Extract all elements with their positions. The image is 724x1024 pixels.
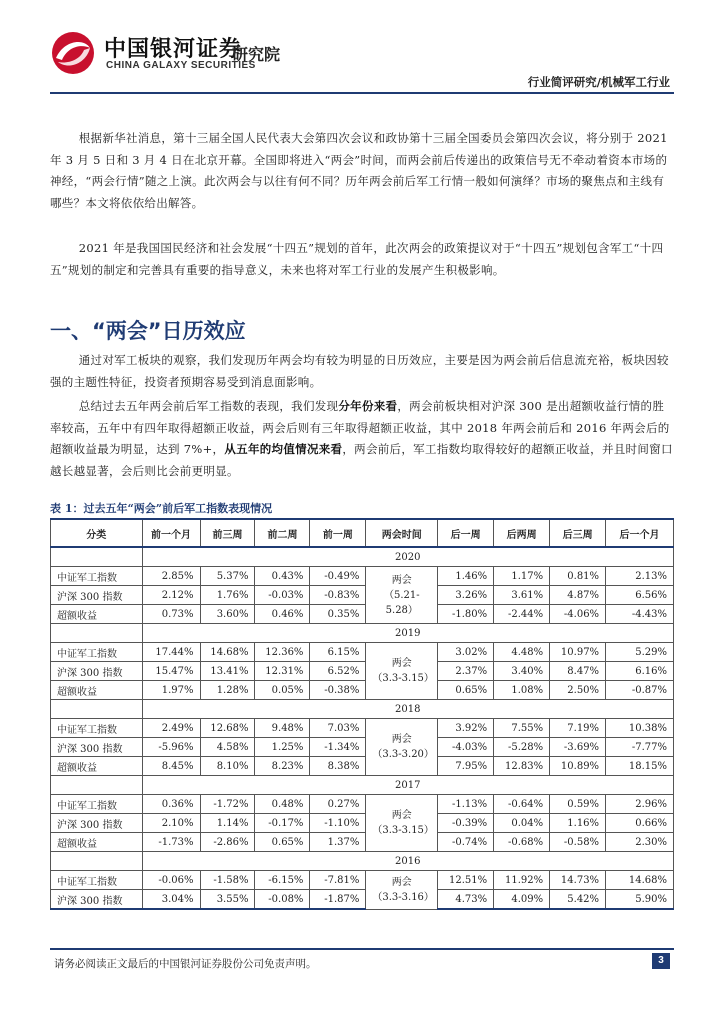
session-dates-cell [366, 795, 438, 852]
value-cell-before: 2.49% [142, 719, 200, 738]
session-name: 两会 [391, 658, 412, 669]
footer-divider [50, 948, 674, 950]
table-row [51, 738, 674, 757]
value-cell-before: -1.73% [142, 833, 200, 852]
value-cell-after: 5.42% [550, 890, 606, 910]
value-cell-after: 2.30% [606, 833, 674, 852]
session-dates: （3.3-3.20） [372, 749, 434, 760]
value-cell-before: -1.10% [310, 814, 366, 833]
row-label: 超额收益 [51, 757, 143, 776]
value-cell-before: 3.60% [200, 605, 255, 624]
row-label: 沪深 300 指数 [51, 662, 143, 681]
value-cell-before: -1.58% [200, 871, 255, 890]
row-label: 超额收益 [51, 605, 143, 624]
table-row [51, 643, 674, 662]
year-label: 2020 [142, 547, 673, 567]
value-cell-after: 6.16% [606, 662, 674, 681]
summary-text-a: 总结过去五年两会前后军工指数的表现，我们发现 [78, 399, 339, 413]
paragraph-intro: 根据新华社消息，第十三届全国人民代表大会第四次会议和政协第十三届全国委员会第四次会议，将分别于 2021 年 3 月 5 日和 3 月 4 日在北京开幕。全国即将进入“两会”时间，而两会前后传递出的政策信号无不牵动着资本市场的神经，“两会行情”随之上演。此次两会与以往有何不同？历年两会前后军工行情一般如何演绎？市场的聚焦点和主线有哪些？本文将依依给出解答。 [50, 131, 668, 210]
table-row [51, 833, 674, 852]
value-cell-before: -0.03% [255, 586, 310, 605]
value-cell-after: 5.29% [606, 643, 674, 662]
year-blank-cell [51, 852, 143, 871]
value-cell-after: -4.03% [438, 738, 494, 757]
row-label: 中证军工指数 [51, 795, 143, 814]
summary-text-c: ，两会前后，军工指数均取得较好的超额正收益，并且时间窗口越长越显著，会后则比会前更明显。 [50, 442, 673, 478]
value-cell-after: 14.68% [606, 871, 674, 890]
row-label: 中证军工指数 [51, 871, 143, 890]
value-cell-after: 10.97% [550, 643, 606, 662]
value-cell-before: 8.38% [310, 757, 366, 776]
year-row [51, 700, 674, 719]
value-cell-before: 1.25% [255, 738, 310, 757]
year-label: 2016 [142, 852, 673, 871]
report-category: 行业简评研究/机械军工行业 [527, 75, 670, 89]
summary-bold-b: 从五年的均值情况来看 [224, 442, 343, 456]
table-header-row [51, 519, 674, 547]
value-cell-after: 14.73% [550, 871, 606, 890]
header-before-2w: 前二周 [255, 519, 310, 547]
value-cell-before: 0.46% [255, 605, 310, 624]
table-row [51, 757, 674, 776]
header-before-1w: 前一周 [310, 519, 366, 547]
value-cell-before: 2.10% [142, 814, 200, 833]
value-cell-before: 0.48% [255, 795, 310, 814]
value-cell-before: 3.55% [200, 890, 255, 910]
value-cell-before: -7.81% [310, 871, 366, 890]
year-row [51, 776, 674, 795]
value-cell-before: -0.49% [310, 567, 366, 586]
session-dates: （3.3-3.16） [372, 891, 434, 903]
paragraph-calendar-effect: 通过对军工板块的观察，我们发现历年两会均有较为明显的日历效应，主要是因为两会前后信息流充裕，板块因较强的主题性特征，投资者预期容易受到消息面影响。 [50, 353, 669, 389]
value-cell-after: 12.51% [438, 871, 494, 890]
page-header [0, 0, 724, 100]
value-cell-before: -0.38% [310, 681, 366, 700]
row-label: 中证军工指数 [51, 719, 143, 738]
table-row [51, 719, 674, 738]
value-cell-after: -0.68% [494, 833, 550, 852]
value-cell-before: -5.96% [142, 738, 200, 757]
value-cell-after: 1.16% [550, 814, 606, 833]
value-cell-after: 3.02% [438, 643, 494, 662]
header-after-2w: 后两周 [494, 519, 550, 547]
row-label: 中证军工指数 [51, 567, 143, 586]
value-cell-before: 1.37% [310, 833, 366, 852]
value-cell-before: 1.97% [142, 681, 200, 700]
value-cell-after: -2.44% [494, 605, 550, 624]
value-cell-after: 10.38% [606, 719, 674, 738]
value-cell-before: 1.76% [200, 586, 255, 605]
value-cell-before: 0.65% [255, 833, 310, 852]
summary-bold-a: 分年份来看 [338, 399, 398, 413]
value-cell-before: 0.05% [255, 681, 310, 700]
value-cell-after: -0.87% [606, 681, 674, 700]
value-cell-after: 0.59% [550, 795, 606, 814]
value-cell-after: 2.13% [606, 567, 674, 586]
header-before-3w: 前三周 [200, 519, 255, 547]
value-cell-after: 0.04% [494, 814, 550, 833]
table-row [51, 681, 674, 700]
session-dates: （3.3-3.15） [372, 825, 434, 836]
value-cell-after: 2.96% [606, 795, 674, 814]
header-after-1m: 后一个月 [606, 519, 674, 547]
summary-text-b: ，两会前板块相对沪深 300 是出超额收益行情的胜率较高，五年中有四年取得超额正收益，两会后则有三年取得超额正收益，其中 2018 年两会前后和 2016 年两会后的超额收益最为明显，达到 7%+， [50, 399, 670, 456]
value-cell-after: 3.92% [438, 719, 494, 738]
value-cell-after: -0.58% [550, 833, 606, 852]
row-label: 沪深 300 指数 [51, 814, 143, 833]
header-category: 分类 [51, 519, 143, 547]
year-row [51, 852, 674, 871]
value-cell-after: 4.48% [494, 643, 550, 662]
row-label: 沪深 300 指数 [51, 586, 143, 605]
year-blank-cell [51, 624, 143, 643]
galaxy-logo-icon [50, 30, 96, 76]
table-row [51, 871, 674, 890]
header-before-1m: 前一个月 [142, 519, 200, 547]
session-dates: （5.21-5.28） [383, 589, 420, 616]
value-cell-before: 2.85% [142, 567, 200, 586]
value-cell-before: 15.47% [142, 662, 200, 681]
header-divider [50, 92, 674, 94]
value-cell-after: 0.66% [606, 814, 674, 833]
table-body [51, 547, 674, 909]
value-cell-before: 0.36% [142, 795, 200, 814]
value-cell-before: 4.58% [200, 738, 255, 757]
value-cell-after: 11.92% [494, 871, 550, 890]
value-cell-before: -1.72% [200, 795, 255, 814]
value-cell-after: 8.47% [550, 662, 606, 681]
value-cell-after: 10.89% [550, 757, 606, 776]
value-cell-after: 1.08% [494, 681, 550, 700]
session-name: 两会 [391, 876, 412, 888]
year-row [51, 624, 674, 643]
row-label: 沪深 300 指数 [51, 890, 143, 910]
value-cell-before: 5.37% [200, 567, 255, 586]
logo-cn-text: 中国银河证券 [104, 37, 243, 62]
value-cell-after: -1.13% [438, 795, 494, 814]
logo-en-text: CHINA GALAXY SECURITIES [106, 60, 256, 71]
year-label: 2017 [142, 776, 673, 795]
year-blank-cell [51, 700, 143, 719]
table-row [51, 814, 674, 833]
value-cell-before: 9.48% [255, 719, 310, 738]
row-label: 沪深 300 指数 [51, 738, 143, 757]
value-cell-after: -1.80% [438, 605, 494, 624]
value-cell-before: 8.45% [142, 757, 200, 776]
value-cell-before: 7.03% [310, 719, 366, 738]
session-name: 两会 [391, 734, 412, 745]
row-label: 中证军工指数 [51, 643, 143, 662]
value-cell-before: -1.87% [310, 890, 366, 910]
value-cell-before: 0.27% [310, 795, 366, 814]
session-dates-cell [366, 567, 438, 624]
value-cell-after: 5.90% [606, 890, 674, 910]
paragraph-summary [50, 396, 674, 482]
value-cell-before: 2.12% [142, 586, 200, 605]
value-cell-before: 6.15% [310, 643, 366, 662]
value-cell-after: -7.77% [606, 738, 674, 757]
table-row [51, 662, 674, 681]
session-name: 两会 [391, 574, 412, 586]
value-cell-before: -0.08% [255, 890, 310, 910]
value-cell-after: 2.50% [550, 681, 606, 700]
value-cell-before: 0.35% [310, 605, 366, 624]
header-session-dates: 两会时间 [366, 519, 438, 547]
value-cell-after: 3.61% [494, 586, 550, 605]
header-after-1w: 后一周 [438, 519, 494, 547]
value-cell-after: -0.74% [438, 833, 494, 852]
year-label: 2019 [142, 624, 673, 643]
value-cell-after: 4.09% [494, 890, 550, 910]
value-cell-after: -0.39% [438, 814, 494, 833]
value-cell-after: -4.06% [550, 605, 606, 624]
value-cell-after: -5.28% [494, 738, 550, 757]
value-cell-before: 8.10% [200, 757, 255, 776]
value-cell-before: 0.43% [255, 567, 310, 586]
value-cell-before: 17.44% [142, 643, 200, 662]
footer-disclaimer: 请务必阅读正文最后的中国银河证券股份公司免责声明。 [54, 958, 317, 970]
value-cell-before: -6.15% [255, 871, 310, 890]
value-cell-after: 12.83% [494, 757, 550, 776]
value-cell-before: 8.23% [255, 757, 310, 776]
value-cell-after: 1.46% [438, 567, 494, 586]
value-cell-after: -3.69% [550, 738, 606, 757]
year-row [51, 547, 674, 567]
value-cell-after: 2.37% [438, 662, 494, 681]
year-label: 2018 [142, 700, 673, 719]
table-caption: 表 1：过去五年“两会”前后军工指数表现情况 [50, 502, 273, 515]
value-cell-before: 1.28% [200, 681, 255, 700]
session-dates-cell [366, 719, 438, 776]
value-cell-after: -0.64% [494, 795, 550, 814]
value-cell-after: 7.55% [494, 719, 550, 738]
value-cell-before: 13.41% [200, 662, 255, 681]
logo-institute-text: 研究院 [232, 45, 281, 64]
value-cell-after: 18.15% [606, 757, 674, 776]
year-blank-cell [51, 547, 143, 567]
page-number: 3 [652, 953, 670, 969]
session-dates-cell [366, 871, 438, 910]
value-cell-after: 0.81% [550, 567, 606, 586]
value-cell-after: 7.19% [550, 719, 606, 738]
session-dates-cell [366, 643, 438, 700]
value-cell-before: -0.83% [310, 586, 366, 605]
value-cell-after: 4.73% [438, 890, 494, 910]
row-label: 超额收益 [51, 681, 143, 700]
value-cell-before: 0.73% [142, 605, 200, 624]
paragraph-14th-plan: 2021 年是我国国民经济和社会发展“十四五”规划的首年，此次两会的政策提议对于“十四五”规划包含军工“十四五”规划的制定和完善具有重要的指导意义，未来也将对军工行业的发展产生积极影响。 [50, 241, 664, 277]
session-name: 两会 [391, 810, 412, 821]
year-blank-cell [51, 776, 143, 795]
value-cell-before: -0.17% [255, 814, 310, 833]
section-title: 一、“两会”日历效应 [50, 319, 246, 343]
row-label: 超额收益 [51, 833, 143, 852]
value-cell-after: 6.56% [606, 586, 674, 605]
value-cell-after: 4.87% [550, 586, 606, 605]
value-cell-before: 14.68% [200, 643, 255, 662]
value-cell-before: 3.04% [142, 890, 200, 910]
value-cell-before: 6.52% [310, 662, 366, 681]
value-cell-before: 12.36% [255, 643, 310, 662]
table-row [51, 605, 674, 624]
value-cell-after: 3.26% [438, 586, 494, 605]
value-cell-after: 1.17% [494, 567, 550, 586]
value-cell-after: -4.43% [606, 605, 674, 624]
header-after-3w: 后三周 [550, 519, 606, 547]
two-sessions-table [50, 518, 674, 910]
value-cell-after: 7.95% [438, 757, 494, 776]
table-row [51, 567, 674, 586]
value-cell-after: 0.65% [438, 681, 494, 700]
session-dates: （3.3-3.15） [372, 673, 434, 684]
table-row [51, 586, 674, 605]
value-cell-after: 3.40% [494, 662, 550, 681]
table-row [51, 890, 674, 910]
value-cell-before: 12.31% [255, 662, 310, 681]
table-row [51, 795, 674, 814]
value-cell-before: -2.86% [200, 833, 255, 852]
value-cell-before: -0.06% [142, 871, 200, 890]
value-cell-before: 1.14% [200, 814, 255, 833]
value-cell-before: -1.34% [310, 738, 366, 757]
value-cell-before: 12.68% [200, 719, 255, 738]
